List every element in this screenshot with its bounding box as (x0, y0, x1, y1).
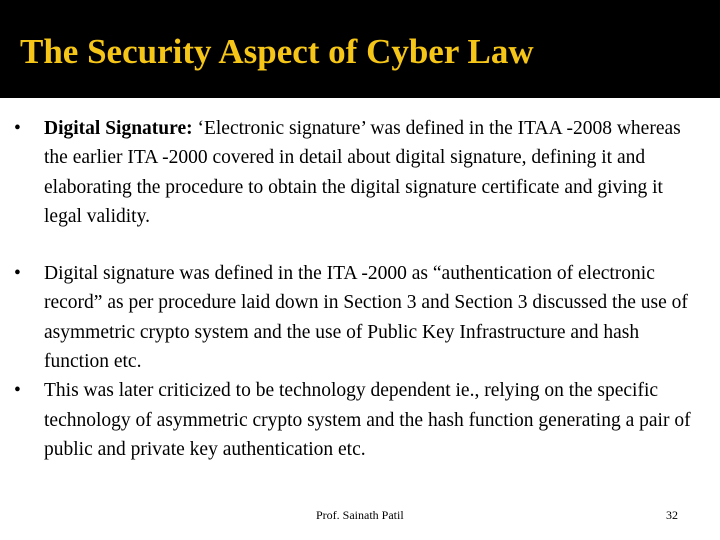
bullet-body-text: ‘Electronic signature’ was defined in the ITAA -2008 whereas the earlier ITA -2000 covered in detail about digital signature, defining it and elaborating the procedure to obtain the digital signature certificate and giving it legal validity. (44, 118, 681, 227)
slide-title: The Security Aspect of Cyber Law (20, 32, 534, 71)
bullet-body-text: Digital signature was defined in the ITA -2000 as “authentication of electronic record” as per procedure laid down in Section 3 and Section 3 discussed the use of asymmetric crypto system and the use of Public Key Infrastructure and hash function etc. (44, 263, 688, 373)
page-number: 32 (666, 508, 678, 522)
bullet-marker: • (14, 380, 21, 402)
bullet-item-digital-signature (14, 114, 704, 231)
bullet-list (14, 114, 704, 464)
bullet-item-criticism (14, 376, 704, 464)
bullet-body-text: This was later criticized to be technology dependent ie., relying on the specific technology of asymmetric crypto system and the hash function generating a pair of public and private key authentication etc. (44, 380, 691, 460)
bullet-marker: • (14, 118, 21, 139)
title-bar (0, 0, 720, 98)
bullet-spacer (14, 231, 704, 259)
bullet-marker: • (14, 263, 21, 285)
footer-author: Prof. Sainath Patil (316, 508, 404, 522)
bullet-lead-text: Digital Signature: (44, 118, 193, 139)
bullet-item-ita-definition (14, 259, 704, 376)
